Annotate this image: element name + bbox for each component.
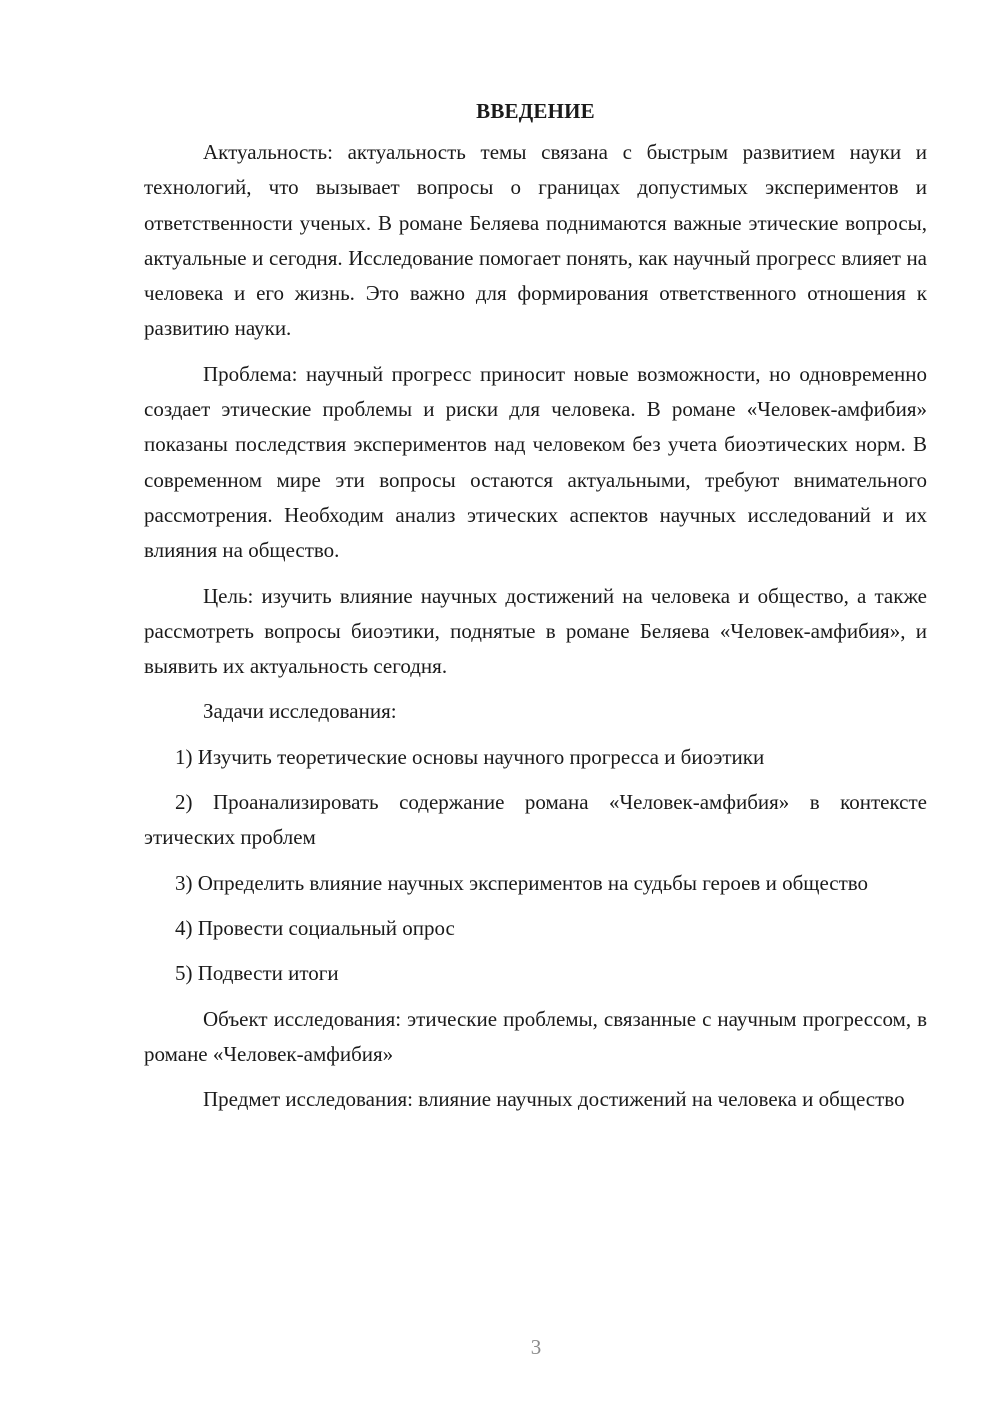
research-object-paragraph: Объект исследования: этические проблемы, связанные с научным прогрессом, в романе «Человек-амфибия» [144, 1006, 927, 1066]
relevance-paragraph: Актуальность: актуальность темы связана с быстрым развитием науки и технологий, что вызывает вопросы о границах допустимых экспериментов и ответственности ученых. В романе Беляева поднимаются важные этические вопросы, актуальные и сегодня. Исследование помогает понять, как научный прогресс влияет на человека и его жизнь. Это важно для формирования ответственного отношения к развитию науки. [144, 140, 927, 341]
task-item-4: 4) Провести социальный опрос [175, 915, 455, 940]
task-item-2: 2) Проанализировать содержание романа «Человек-амфибия» в контексте этических проблем [144, 790, 927, 850]
problem-paragraph: Проблема: научный прогресс приносит новые возможности, но одновременно создает этические проблемы и риски для человека. В романе «Человек-амфибия» показаны последствия экспериментов над человеком без учета биоэтических норм. В современном мире эти вопросы остаются актуальными, требуют внимательного рассмотрения. Необходим анализ этических аспектов научных исследований и их влияния на общество. [144, 361, 927, 563]
research-subject-paragraph: Предмет исследования: влияние научных достижений на человека и общество [203, 1087, 905, 1112]
page-number: 3 [530, 1335, 542, 1359]
task-item-3: 3) Определить влияние научных экспериментов на судьбы героев и общество [175, 870, 869, 895]
section-title: ВВЕДЕНИЕ [476, 99, 595, 123]
tasks-heading: Задачи исследования: [203, 699, 397, 724]
task-item-5: 5) Подвести итоги [175, 961, 339, 986]
document-page [144, 96, 927, 1127]
goal-paragraph: Цель: изучить влияние научных достижений на человека и общество, а также рассмотреть вопросы биоэтики, поднятые в романе Беляева «Человек-амфибия», и выявить их актуальность сегодня. [144, 583, 927, 679]
task-item-1: 1) Изучить теоретические основы научного прогресса и биоэтики [175, 744, 765, 769]
